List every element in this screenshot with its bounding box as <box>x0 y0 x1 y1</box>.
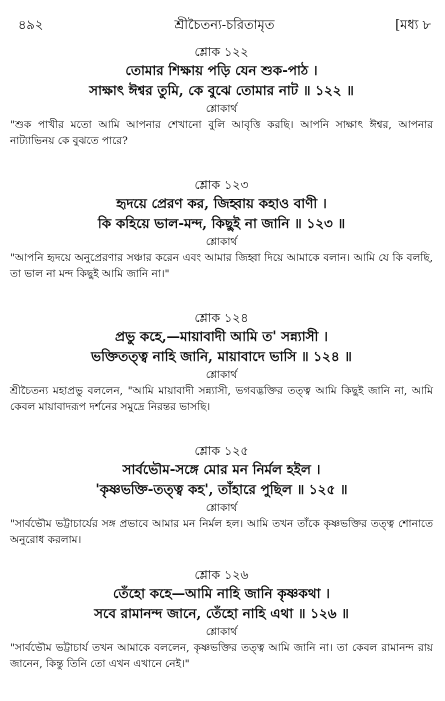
verse-line: কি কহিয়ে ভাল-মন্দ, কিছুই না জানি ॥ ১২৩ ॥ <box>97 216 346 232</box>
verse-line: প্রভু কহে,—মায়াবাদী আমি ত' সন্ন্যাসী । <box>115 329 328 345</box>
verse-line: হৃদয়ে প্রেরণ কর, জিহ্বায় কহাও বাণী । <box>116 196 327 212</box>
verse-line: সার্বভৌম-সঙ্গে মোর মন নির্মল হইল । <box>122 462 321 478</box>
verse-block-123 <box>10 176 433 282</box>
translation-text: "শুক পাখীর মতো আমি আপনার শেখানো বুলি আবৃত্তি করছি। আপনি সাক্ষাৎ ঈশ্বর, আপনার নাট্যাভিনয় কে বুঝতে পারে? <box>10 119 433 147</box>
chapter-reference: [মধ্য ৮ <box>395 18 431 33</box>
verse-line: তেঁহো কহে—আমি নাহি জানি কৃষ্ণকথা । <box>112 586 331 602</box>
verse-line: সবে রামানন্দ জানে, তেঁহো নাহি এথা ॥ ১২৬ ॥ <box>94 606 349 622</box>
verse-label: শ্লোক ১২৬ <box>194 567 249 582</box>
translation-label: শ্লোকার্থ <box>205 236 238 248</box>
translation-label: শ্লোকার্থ <box>205 626 238 638</box>
running-title: শ্রীচৈতন্য-চরিতামৃত <box>174 18 275 33</box>
page-header <box>18 14 431 36</box>
translation-text: "সার্বভৌম ভট্টাচার্য তখন আমাকে বললেন, কৃষ্ণভক্তির তত্ত্ব আমি জানি না। তা কেবল রামানন্দ রায় জানেন, কিন্তু তিনি তো এখন এখানে নেই।" <box>10 642 433 670</box>
translation-text: "আপনি হৃদয়ে অনুপ্রেরণার সঞ্চার করেন এবং আমার জিহ্বা দিয়ে আমাকে বলান। আমি যে কি বলছি, তা ভাল না মন্দ কিছুই আমি জানি না।" <box>10 252 433 280</box>
translation-label: শ্লোকার্থ <box>205 502 238 514</box>
translation-label: শ্লোকার্থ <box>205 369 238 381</box>
verse-line: সাক্ষাৎ ঈশ্বর তুমি, কে বুঝে তোমার নাট ॥ ১২২ ॥ <box>89 83 354 99</box>
verse-label: শ্লোক ১২৫ <box>194 443 249 458</box>
verse-block-126 <box>10 566 433 672</box>
translation-text: "সার্বভৌম ভট্টাচার্যের সঙ্গ প্রভাবে আমার মন নির্মল হল। আমি তখন তাঁকে কৃষ্ণভক্তির তত্ত্ব শোনাতে অনুরোধ করলাম। <box>10 518 433 546</box>
verse-line: ভক্তিতত্ত্ব নাহি জানি, মায়াবাদে ভাসি ॥ ১২৪ ॥ <box>91 349 352 365</box>
verse-line: 'কৃষ্ণভক্তি-তত্ত্ব কহ', তাঁহারে পুছিল ॥ ১২৫ ॥ <box>95 482 348 498</box>
translation-text: শ্রীচৈতন্য মহাপ্রভু বললেন, "আমি মায়াবাদী সন্ন্যাসী, ভগবদ্ভক্তির তত্ত্ব আমি কিছুই জানি না, আমি কেবল মায়াবাদরূপ দর্শনের সমুদ্রে নিরন্তর ভাসছি। <box>10 385 433 413</box>
verse-block-124 <box>10 309 433 415</box>
verse-label: শ্লোক ১২৩ <box>194 177 249 192</box>
page-number: ৪৯২ <box>18 18 44 33</box>
verse-block-125 <box>10 442 433 548</box>
verse-line: তোমার শিক্ষায় পড়ি যেন শুক-পাঠ । <box>125 63 318 79</box>
translation-label: শ্লোকার্থ <box>205 103 238 115</box>
verse-label: শ্লোক ১২২ <box>194 44 249 59</box>
verse-label: শ্লোক ১২৪ <box>194 310 249 325</box>
verse-block-122 <box>10 43 433 149</box>
